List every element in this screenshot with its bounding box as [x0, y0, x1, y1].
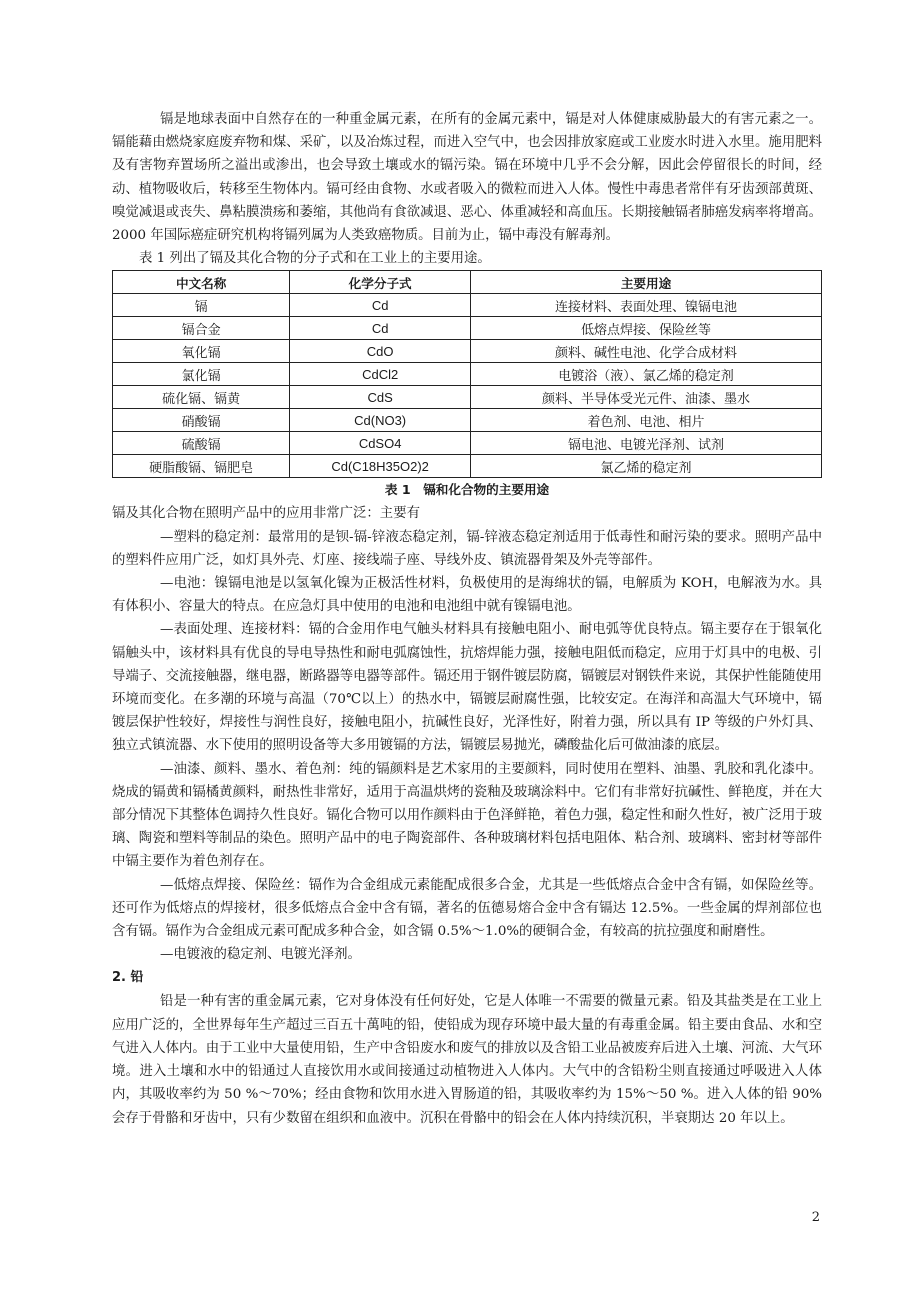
use-battery: —电池：镍镉电池是以氢氧化镍为正极活性材料，负极使用的是海绵状的镉，电解质为 KOH，电解液为水。具有体积小、容量大的特点。在应急灯具中使用的电池和电池组中就有镍镉电池。 [112, 576, 822, 615]
use-solder: —低熔点焊接、保险丝：镉作为合金组成元素能配成很多合金，尤其是一些低熔点合金中含有镉，如保险丝等。还可作为低熔点的焊接材，很多低熔点合金中含有镉，著名的伍德易熔合金中含有镉达 12.5%。一些金属的焊剂部位也含有镉。镉作为合金组成元素可配成多种合金，如含镉 0.5%～1.0%的硬铜合金，有较高的抗拉强度和耐磨性。 [112, 877, 822, 940]
cell-use: 低熔点焊接、保险丝等 [471, 317, 822, 340]
cell-formula: Cd [290, 317, 471, 340]
table-row [113, 317, 822, 340]
page-number: 2 [811, 1210, 820, 1225]
cell-name: 镉 [113, 294, 290, 317]
cell-formula: Cd [290, 294, 471, 317]
cell-name: 镉合金 [113, 317, 290, 340]
use-paint: —油漆、颜料、墨水、着色剂：纯的镉颜料是艺术家用的主要颜料，同时使用在塑料、油墨、乳胶和乳化漆中。烧成的镉黄和镉橘黄颜料，耐热性非常好，适用于高温烘烤的瓷釉及玻璃涂料中。它们有非常好抗碱性、鲜艳度，并在大部分情况下其整体色调持久性良好。镉化合物可以用作颜料由于色泽鲜艳，着色力强，稳定性和耐久性好，被广泛用于玻璃、陶瓷和塑料等制品的染色。照明产品中的电子陶瓷部件、各种玻璃材料包括电阻体、粘合剂、玻璃料、密封材等部件中镉主要作为着色剂存在。 [112, 761, 822, 870]
table-row [113, 455, 822, 478]
cell-formula: Cd(C18H35O2)2 [290, 455, 471, 478]
use-surface: —表面处理、连接材料：镉的合金用作电气触头材料具有接触电阻小、耐电弧等优良特点。镉主要存在于银氧化镉触头中，该材料具有优良的导电导热性和耐电弧腐蚀性，抗熔焊能力强，接触电阻低而稳定，应用于灯具中的电极、引导端子、交流接触器，继电器，断路器等电器等部件。镉还用于钢件镀层防腐，镉镀层对钢铁件来说，其保护性能随使用环境而变化。在多潮的环境与高温（70℃以上）的热水中，镉镀层耐腐性强，比较安定。在海洋和高温大气环境中，镉镀层保护性较好，焊接性与润性良好，接触电阻小，抗碱性良好，光泽性好，附着力强，所以具有 IP 等级的户外灯具、独立式镇流器、水下使用的照明设备等大多用镀镉的方法，镉镀层易抛光，磷酸盐化后可做油漆的底层。 [112, 622, 822, 754]
use-plastics: —塑料的稳定剂：最常用的是钡-镉-锌液态稳定剂，镉-锌液态稳定剂适用于低毒性和耐污染的要求。照明产品中的塑料件应用广泛，如灯具外壳、灯座、接线端子座、导线外皮、镇流器骨架及外壳等部件。 [112, 529, 822, 568]
uses-lead: 镉及其化合物在照明产品中的应用非常广泛：主要有 [112, 506, 420, 522]
table-row [113, 409, 822, 432]
table-header-row [113, 271, 822, 294]
table-intro: 表 1 列出了镉及其化合物的分子式和在工业上的主要用途。 [139, 251, 491, 267]
cell-name: 硫酸镉 [113, 432, 290, 455]
cell-name: 硝酸镉 [113, 409, 290, 432]
cell-name: 硬脂酸镉、镉肥皂 [113, 455, 290, 478]
cell-name: 氯化镉 [113, 363, 290, 386]
cell-use: 电镀浴（液）、氯乙烯的稳定剂 [471, 363, 822, 386]
col-header-name: 中文名称 [113, 271, 290, 294]
cell-formula: CdO [290, 340, 471, 363]
cell-use: 颜料、碱性电池、化学合成材料 [471, 340, 822, 363]
cell-use: 镉电池、电镀光泽剂、试剂 [471, 432, 822, 455]
table-row [113, 363, 822, 386]
use-plating: —电镀液的稳定剂、电镀光泽剂。 [160, 947, 361, 963]
cell-use: 氯乙烯的稳定剂 [471, 455, 822, 478]
cell-formula: CdCl2 [290, 363, 471, 386]
section-heading-lead: 2. 铅 [112, 970, 144, 986]
cell-name: 氧化镉 [113, 340, 290, 363]
cadmium-table [112, 270, 822, 478]
cell-formula: Cd(NO3) [290, 409, 471, 432]
lead-paragraph: 铅是一种有害的重金属元素，它对身体没有任何好处，它是人体唯一不需要的微量元素。铅及其盐类是在工业上应用广泛的，全世界每年生产超过三百五十萬吨的铅，使铅成为现存环境中最大量的有毒重金属。铅主要由食品、水和空气进入人体内。由于工业中大量使用铅，生产中含铅废水和废气的排放以及含铅工业品被废弃后进入土壤、河流、大气环境。进入土壤和水中的铅通过人直接饮用水或间接通过动植物进入人体内。大气中的含铅粉尘则直接通过呼吸进入人体内，其吸收率约为 50 %～70%；经由食物和饮用水进入胃肠道的铅，其吸收率约为 15%～50 %。进入人体的铅 90%会存于骨骼和牙齿中，只有少数留在组织和血液中。沉积在骨骼中的铅会在人体内持续沉积，半衰期达 20 年以上。 [112, 994, 822, 1126]
cell-name: 硫化镉、镉黄 [113, 386, 290, 409]
col-header-formula: 化学分子式 [290, 271, 471, 294]
cell-use: 连接材料、表面处理、镍镉电池 [471, 294, 822, 317]
cell-formula: CdSO4 [290, 432, 471, 455]
cell-use: 着色剂、电池、相片 [471, 409, 822, 432]
intro-paragraph: 镉是地球表面中自然存在的一种重金属元素，在所有的金属元素中，镉是对人体健康威胁最大的有害元素之一。镉能藉由燃烧家庭废弃物和煤、采矿，以及冶炼过程，而进入空气中，也会因排放家庭或工业废水时进入水里。施用肥料及有害物弃置场所之溢出或渗出，也会导致土壤或水的镉污染。镉在环境中几乎不会分解，因此会停留很长的时间，经动、植物吸收后，转移至生物体内。镉可经由食物、水或者吸入的微粒而进入人体。慢性中毒患者常伴有牙齿颈部黄斑、嗅觉减退或丧失、鼻粘膜溃疡和萎缩，其他尚有食欲减退、恶心、体重减轻和高血压。长期接触镉者肺癌发病率将增高。2000 年国际癌症研究机构将镉列属为人类致癌物质。目前为止，镉中毒没有解毒剂。 [112, 112, 822, 244]
cell-use: 颜料、半导体受光元件、油漆、墨水 [471, 386, 822, 409]
table-row [113, 340, 822, 363]
table-row [113, 432, 822, 455]
table-row [113, 294, 822, 317]
table-caption: 表 1 镉和化合物的主要用途 [384, 482, 550, 498]
cell-formula: CdS [290, 386, 471, 409]
document-page [112, 108, 822, 1130]
table-row [113, 386, 822, 409]
col-header-use: 主要用途 [471, 271, 822, 294]
